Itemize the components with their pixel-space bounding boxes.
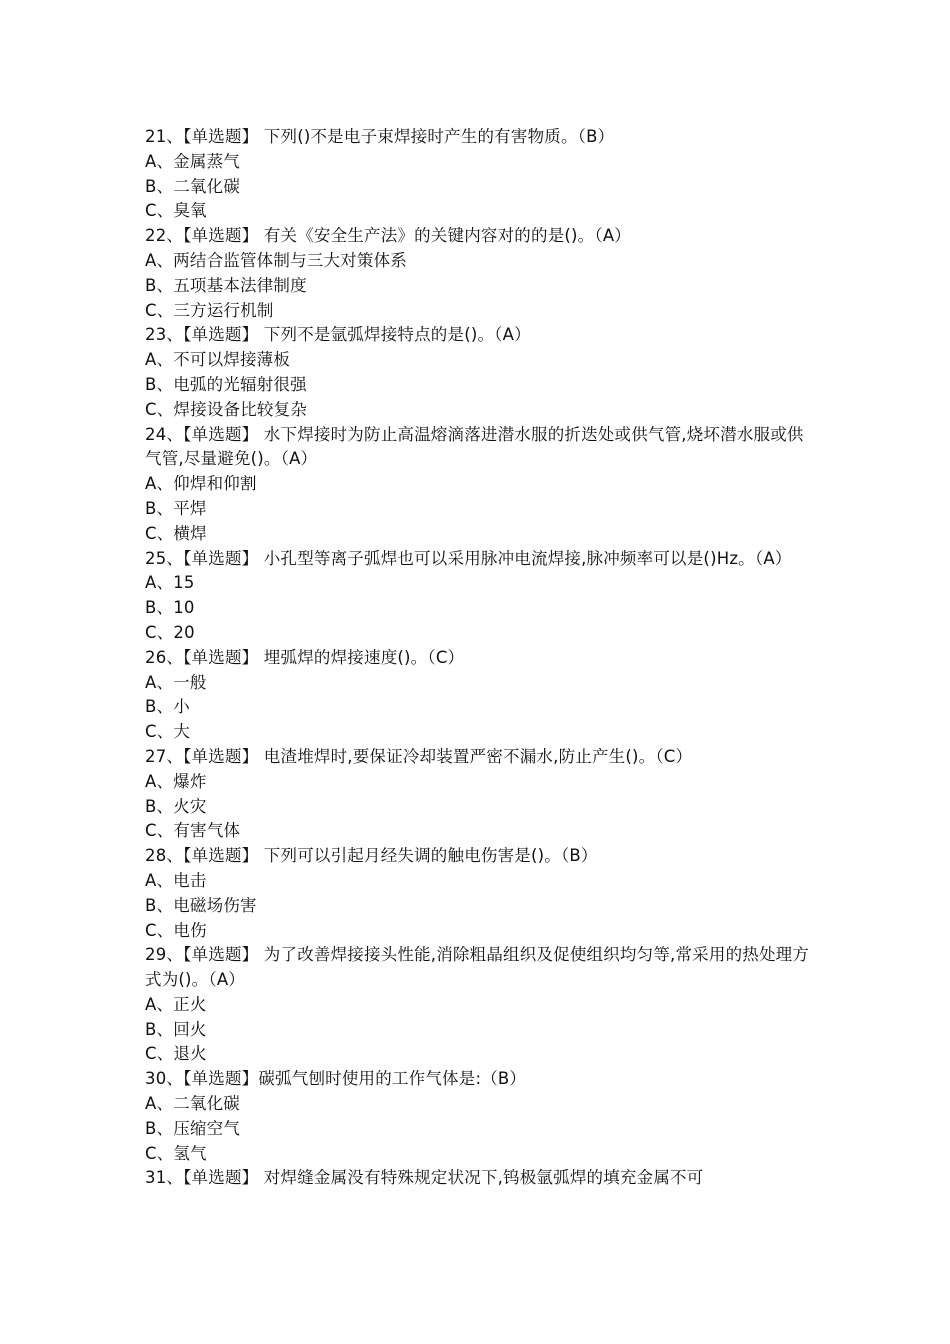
- question-23: [145, 323, 810, 422]
- option-c: C、横焊: [145, 523, 207, 543]
- option-a: A、金属蒸气: [145, 151, 240, 171]
- option-c: C、20: [145, 622, 195, 642]
- option-c: C、电伤: [145, 920, 207, 940]
- question-27: [145, 745, 810, 844]
- question-stem: 21、【单选题】 下列()不是电子束焊接时产生的有害物质。（B）: [145, 127, 615, 146]
- option-b: B、压缩空气: [145, 1118, 241, 1138]
- option-c: C、三方运行机制: [145, 300, 274, 320]
- question-26: [145, 646, 810, 745]
- question-stem: 25、【单选题】 小孔型等离子弧焊也可以采用脉冲电流焊接,脉冲频率可以是()Hz。（A）: [145, 548, 792, 568]
- question-stem: 30、【单选题】碳弧气刨时使用的工作气体是:（B）: [145, 1069, 527, 1089]
- question-22: [145, 224, 810, 323]
- option-b: B、五项基本法律制度: [145, 275, 307, 295]
- option-c: C、有害气体: [145, 821, 241, 841]
- option-b: B、二氧化碳: [145, 176, 241, 196]
- option-c: C、退火: [145, 1044, 207, 1064]
- option-a: A、正火: [145, 994, 207, 1014]
- option-a: A、仰焊和仰割: [145, 474, 257, 494]
- option-b: B、小: [145, 697, 190, 717]
- option-c: C、臭氧: [145, 201, 207, 221]
- question-stem: 28、【单选题】 下列可以引起月经失调的触电伤害是()。（B）: [145, 846, 598, 866]
- option-a: A、电击: [145, 870, 207, 890]
- option-c: C、大: [145, 722, 191, 742]
- question-30: [145, 1067, 810, 1166]
- question-stem: 29、【单选题】 为了改善焊接接头性能,消除粗晶组织及促使组织均匀等,常采用的热处理方式为()。（A）: [145, 945, 810, 990]
- question-stem: 31、【单选题】 对焊缝金属没有特殊规定状况下,钨极氩弧焊的填充金属不可: [145, 1168, 704, 1188]
- option-b: B、回火: [145, 1019, 207, 1039]
- question-24: [145, 423, 810, 547]
- question-21: [145, 125, 810, 224]
- question-list: [145, 125, 810, 1191]
- option-b: B、平焊: [145, 498, 207, 518]
- option-b: B、电磁场伤害: [145, 895, 257, 915]
- option-b: B、火灾: [145, 796, 207, 816]
- option-a: A、一般: [145, 672, 207, 692]
- option-a: A、不可以焊接薄板: [145, 350, 291, 370]
- question-stem: 26、【单选题】 埋弧焊的焊接速度()。（C）: [145, 647, 465, 667]
- option-a: A、爆炸: [145, 771, 207, 791]
- option-c: C、氢气: [145, 1143, 207, 1163]
- question-25: [145, 547, 810, 646]
- option-b: B、10: [145, 598, 195, 618]
- option-a: A、二氧化碳: [145, 1094, 240, 1114]
- question-28: [145, 844, 810, 943]
- question-29: [145, 943, 810, 1067]
- option-b: B、电弧的光辐射很强: [145, 374, 307, 394]
- option-c: C、焊接设备比较复杂: [145, 399, 308, 419]
- question-stem: 27、【单选题】 电渣堆焊时,要保证冷却装置严密不漏水,防止产生()。（C）: [145, 746, 693, 766]
- question-stem: 23、【单选题】 下列不是氩弧焊接特点的是()。（A）: [145, 325, 531, 345]
- question-31: [145, 1166, 810, 1191]
- question-stem: 24、【单选题】 水下焊接时为防止高温熔滴落进潜水服的折迭处或供气管,烧坏潜水服或供气管,尽量避免()。（A）: [145, 424, 804, 469]
- option-a: A、两结合监管体制与三大对策体系: [145, 250, 407, 270]
- option-a: A、15: [145, 573, 195, 593]
- question-stem: 22、【单选题】 有关《安全生产法》的关键内容对的的是()。（A）: [145, 226, 632, 246]
